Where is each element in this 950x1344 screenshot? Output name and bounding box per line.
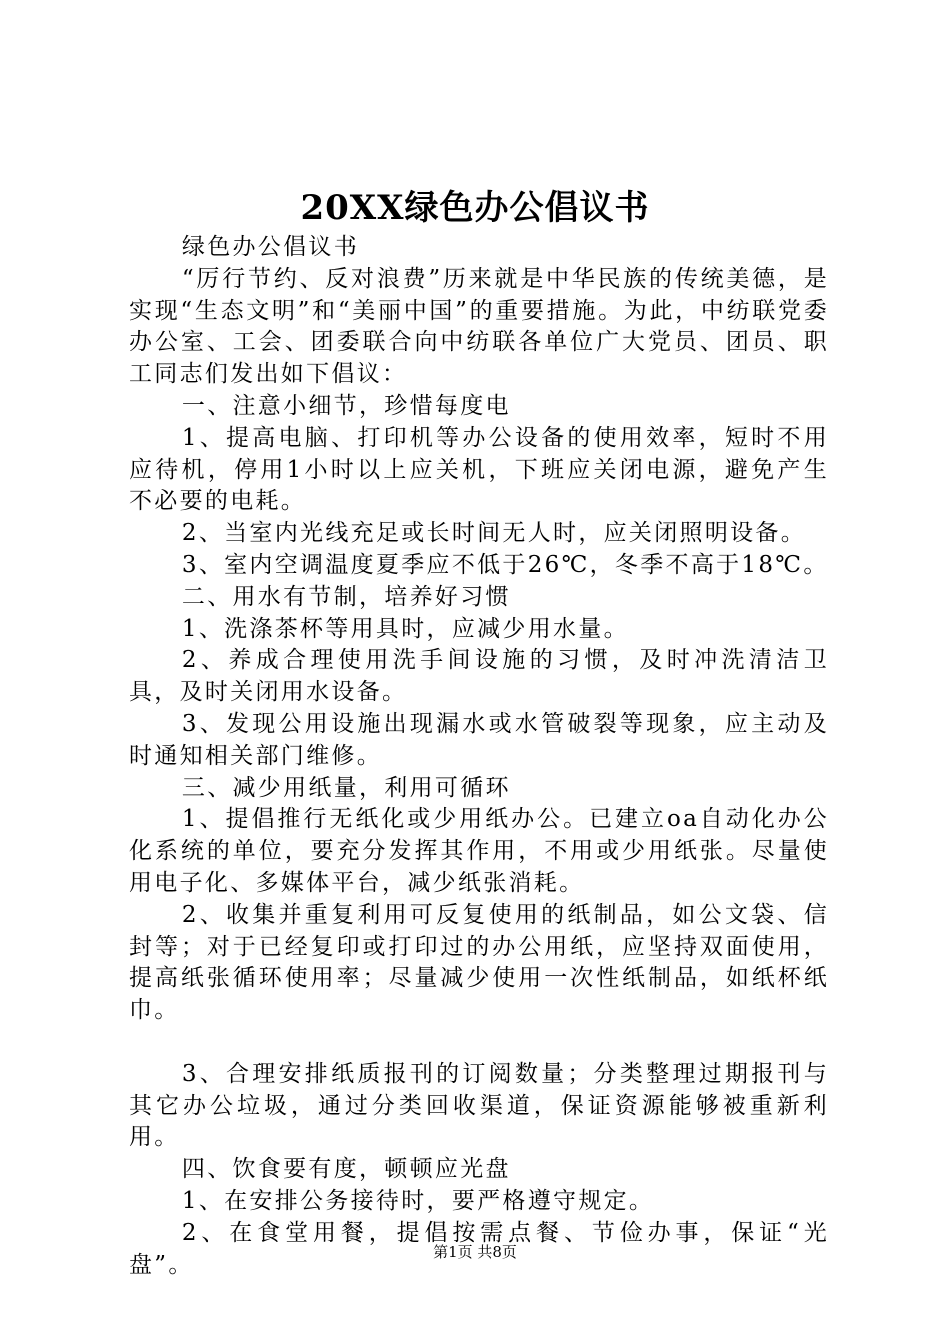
body-paragraph: 3、室内空调温度夏季应不低于26℃，冬季不高于18℃。 [181,551,829,578]
section-heading-2: 二、用水有节制，培养好习惯 [181,583,511,610]
subtitle-paragraph: 绿色办公倡议书 [181,234,359,260]
body-paragraph: 1、提高电脑、打印机等办公设备的使用效率，短时不用应待机，停用1小时以上应关机，下班应关闭电源，避免产生不必要的电耗。 [129,424,829,515]
body-paragraph: 2、养成合理使用洗手间设施的习惯，及时冲洗清洁卫具，及时关闭用水设备。 [129,647,829,706]
body-paragraph: 2、收集并重复利用可反复使用的纸制品，如公文袋、信封等；对于已经复印或打印过的办公用纸，应坚持双面使用，提高纸张循环使用率；尽量减少使用一次性纸制品，如纸杯纸巾。 [129,901,829,1024]
body-paragraph: 1、在安排公务接待时，要严格遵守规定。 [181,1187,655,1214]
body-paragraph: 1、提倡推行无纸化或少用纸办公。已建立oa自动化办公化系统的单位，要充分发挥其作用，不用或少用纸张。尽量使用电子化、多媒体平台，减少纸张消耗。 [129,806,829,896]
body-paragraph: 1、洗涤茶杯等用具时，应减少用水量。 [181,615,629,642]
document-title: 20XX绿色办公倡议书 [300,188,650,228]
body-paragraph: 2、在食堂用餐，提倡按需点餐、节俭办事，保证“光盘”。 [129,1219,829,1278]
page-footer: 第1页 共8页 [433,1243,517,1261]
body-paragraph: 3、发现公用设施出现漏水或水管破裂等现象，应主动及时通知相关部门维修。 [129,710,829,769]
body-paragraph: 2、当室内光线充足或长时间无人时，应关闭照明设备。 [181,520,807,547]
section-heading-3: 三、减少用纸量，利用可循环 [181,774,511,801]
intro-paragraph: “厉行节约、反对浪费”历来就是中华民族的传统美德，是实现“生态文明”和“美丽中国”的重要措施。为此，中纺联党委办公室、工会、团委联合向中纺联各单位广大党员、团员、职工同志们发出如下倡议： [129,265,829,388]
document-body [129,232,829,1281]
body-paragraph: 3、合理安排纸质报刊的订阅数量；分类整理过期报刊与其它办公垃圾，通过分类回收渠道，保证资源能够被重新利用。 [129,1060,829,1151]
section-heading-4: 四、饮食要有度，顿顿应光盘 [181,1156,511,1183]
section-heading-1: 一、注意小细节，珍惜每度电 [181,392,511,419]
